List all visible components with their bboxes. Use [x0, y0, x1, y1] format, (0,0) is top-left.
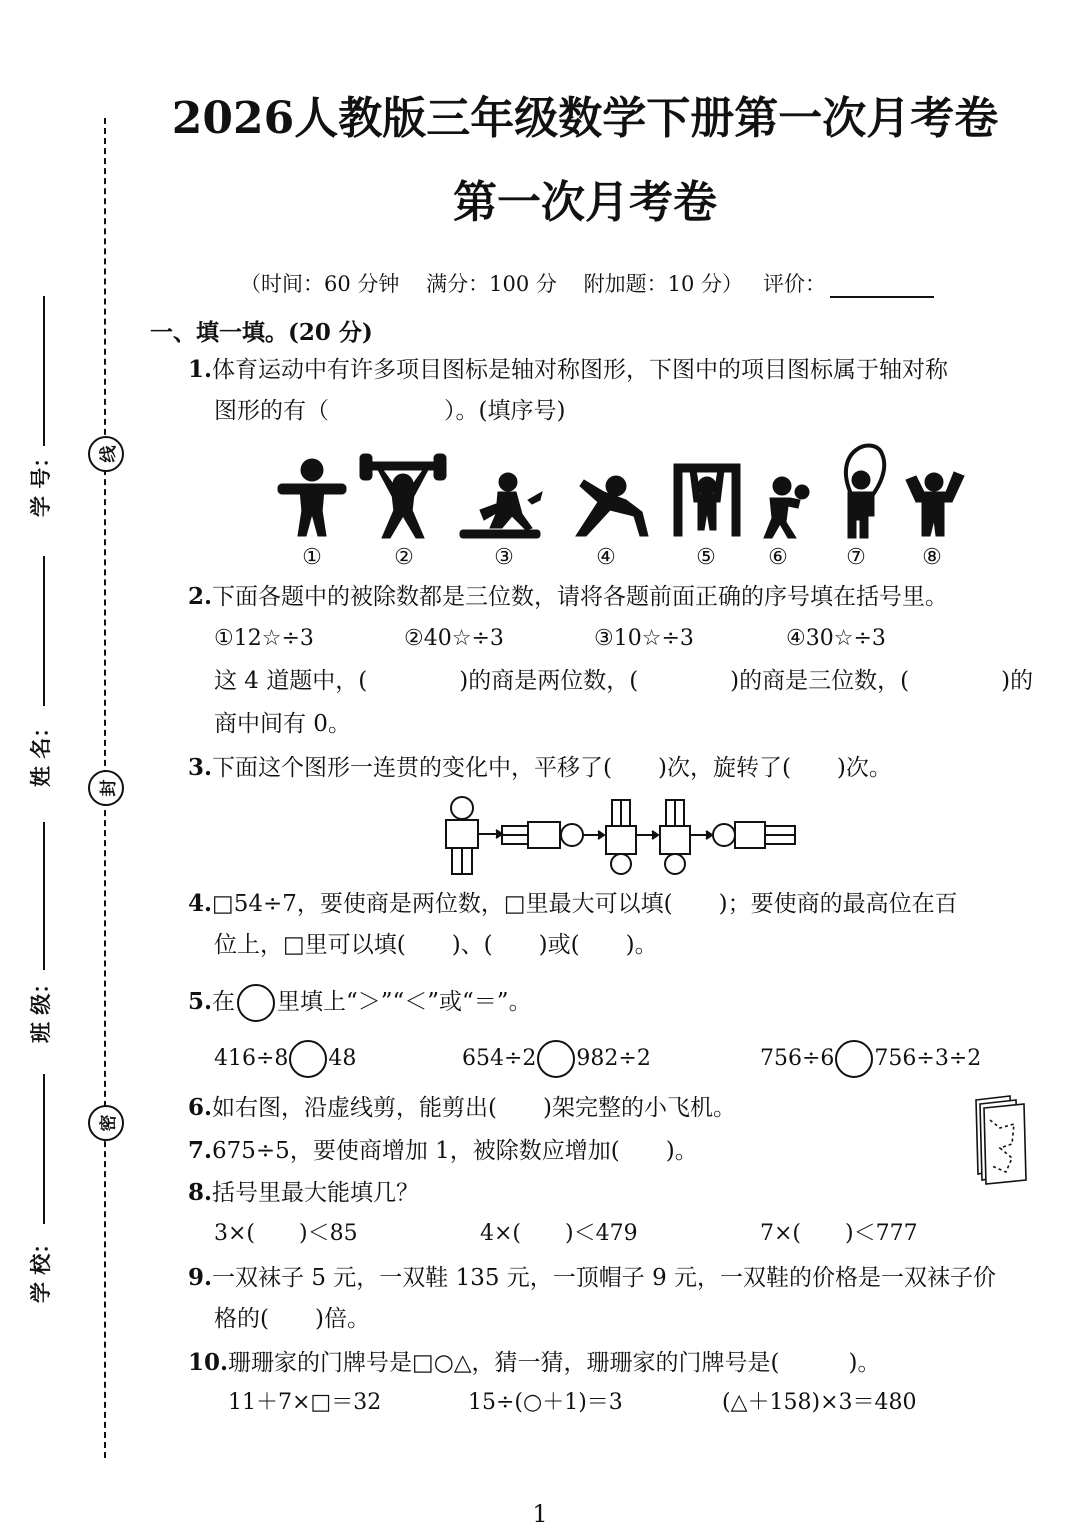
q2-line4: 商中间有 0。 — [214, 711, 351, 737]
answer-circle[interactable] — [835, 1040, 873, 1078]
question-3 — [188, 754, 892, 783]
q8-item-1: 3×( )＜85 — [214, 1221, 358, 1246]
sport-icon-1 — [278, 459, 346, 536]
page-title: 2026人教版三年级数学下册第一次月考卷 — [171, 93, 999, 144]
q8-item-3: 7×( )＜777 — [760, 1221, 918, 1246]
q2-item-4: ④30☆÷3 — [786, 626, 886, 651]
answer-circle[interactable] — [289, 1040, 327, 1078]
question-text: 体育运动中有许多项目图标是轴对称图形，下图中的项目图标属于轴对称 — [212, 357, 949, 383]
seal-secret-mark: 密 — [88, 1105, 124, 1141]
q9-line2: 格的( )倍。 — [214, 1306, 370, 1332]
question-text-a: 在 — [212, 989, 236, 1015]
evaluation-label: 评价： — [763, 272, 827, 296]
question-text: 括号里最大能填几？ — [212, 1180, 420, 1206]
question-text: 如右图，沿虚线剪，能剪出( )架完整的小飞机。 — [212, 1095, 736, 1121]
question-number: 10. — [188, 1349, 229, 1376]
question-number: 9. — [188, 1264, 213, 1291]
question-6 — [188, 1094, 736, 1123]
q4-line2: 位上，□里可以填( )、( )或( )。 — [214, 932, 658, 958]
sport-icon-3 — [460, 473, 542, 538]
icon-label-3: ③ — [494, 545, 514, 570]
sport-icon-2 — [360, 454, 446, 538]
question-text: □54÷7，要使商是两位数，□里最大可以填( )；要使商的最高位在百 — [212, 891, 958, 917]
question-text: 一双袜子 5 元，一双鞋 135 元，一顶帽子 9 元，一双鞋的价格是一双袜子价 — [212, 1265, 997, 1291]
q5-item-3 — [760, 1040, 981, 1078]
q2-line3: 这 4 道题中，( )的商是两位数，( )的商是三位数，( )的 — [214, 668, 1034, 694]
question-2 — [188, 583, 948, 612]
page-subtitle: 第一次月考卷 — [453, 177, 717, 228]
name-line — [43, 556, 45, 706]
sport-icon-6 — [764, 477, 809, 538]
question-number: 2. — [188, 583, 213, 610]
icon-label-5: ⑤ — [696, 545, 716, 570]
q5-left: 416÷8 — [214, 1046, 289, 1071]
folded-paper-figure — [970, 1094, 1032, 1186]
question-number: 4. — [188, 890, 213, 917]
icon-label-6: ⑥ — [768, 545, 788, 570]
question-8 — [188, 1179, 419, 1208]
question-text: 下面这个图形一连贯的变化中，平移了( )次，旋转了( )次。 — [212, 755, 892, 781]
name-label: 姓 名： — [28, 716, 53, 787]
question-10 — [188, 1349, 880, 1378]
icon-label-7: ⑦ — [846, 545, 866, 570]
evaluation-blank[interactable] — [830, 274, 934, 298]
q5-item-2 — [462, 1040, 651, 1078]
school-label: 学 校： — [28, 1232, 53, 1303]
student-id-line — [43, 296, 45, 446]
q10-item-1: 11＋7×□＝32 — [228, 1390, 382, 1415]
exam-meta — [240, 268, 934, 298]
q2-item-3: ③10☆÷3 — [594, 626, 694, 651]
page-number: 1 — [532, 1500, 548, 1528]
q5-right: 48 — [328, 1046, 357, 1071]
question-text: 675÷5，要使商增加 1，被除数应增加( )。 — [212, 1138, 698, 1164]
exam-full-score: 满分：100 分 — [426, 272, 557, 296]
question-text: 下面各题中的被除数都是三位数，请将各题前面正确的序号填在括号里。 — [212, 584, 949, 610]
class-label: 班 级： — [28, 972, 53, 1043]
question-7 — [188, 1137, 698, 1166]
question-number: 6. — [188, 1094, 213, 1121]
section-1-title: 一、填一填。(20 分) — [150, 319, 373, 346]
q5-left: 654÷2 — [462, 1046, 537, 1071]
compare-circle-icon — [237, 984, 275, 1022]
icon-label-8: ⑧ — [922, 545, 942, 570]
q10-item-3: (△＋158)×3＝480 — [722, 1390, 917, 1415]
sport-icon-4 — [576, 476, 648, 536]
exam-time: （时间：60 分钟 — [240, 272, 400, 296]
q10-item-2: 15÷(○＋1)＝3 — [468, 1390, 623, 1415]
q8-item-2: 4×( )＜479 — [480, 1221, 638, 1246]
transform-figure — [438, 794, 804, 876]
q5-right: 756÷3÷2 — [874, 1046, 982, 1071]
question-1 — [188, 356, 948, 385]
question-number: 1. — [188, 356, 213, 383]
question-9 — [188, 1264, 996, 1293]
sport-icons — [270, 440, 970, 545]
q2-item-2: ②40☆÷3 — [404, 626, 504, 651]
student-id-label: 学 号： — [28, 446, 53, 517]
answer-circle[interactable] — [537, 1040, 575, 1078]
question-4 — [188, 890, 958, 919]
school-line — [43, 1074, 45, 1224]
question-text-b: 里填上“＞”“＜”或“＝”。 — [277, 989, 532, 1015]
question-number: 7. — [188, 1137, 213, 1164]
question-1-line2: 图形的有（ ）。(填序号) — [214, 398, 566, 424]
seal-seal-mark: 封 — [88, 770, 124, 806]
question-text: 珊珊家的门牌号是□○△，猜一猜，珊珊家的门牌号是( )。 — [228, 1350, 881, 1376]
question-number: 5. — [188, 988, 213, 1015]
class-line — [43, 822, 45, 970]
q5-right: 982÷2 — [576, 1046, 651, 1071]
q2-item-1: ①12☆÷3 — [214, 626, 314, 651]
q5-item-1 — [214, 1040, 356, 1078]
question-5 — [188, 984, 532, 1022]
icon-label-1: ① — [302, 545, 322, 570]
question-number: 8. — [188, 1179, 213, 1206]
sport-icon-5 — [674, 464, 740, 536]
icon-label-2: ② — [394, 545, 414, 570]
q5-left: 756÷6 — [760, 1046, 835, 1071]
exam-bonus: 附加题：10 分） — [583, 272, 743, 296]
sport-icon-7 — [846, 446, 884, 538]
icon-label-4: ④ — [596, 545, 616, 570]
question-number: 3. — [188, 754, 213, 781]
seal-line-mark: 线 — [88, 436, 124, 472]
sport-icon-8 — [906, 472, 964, 536]
